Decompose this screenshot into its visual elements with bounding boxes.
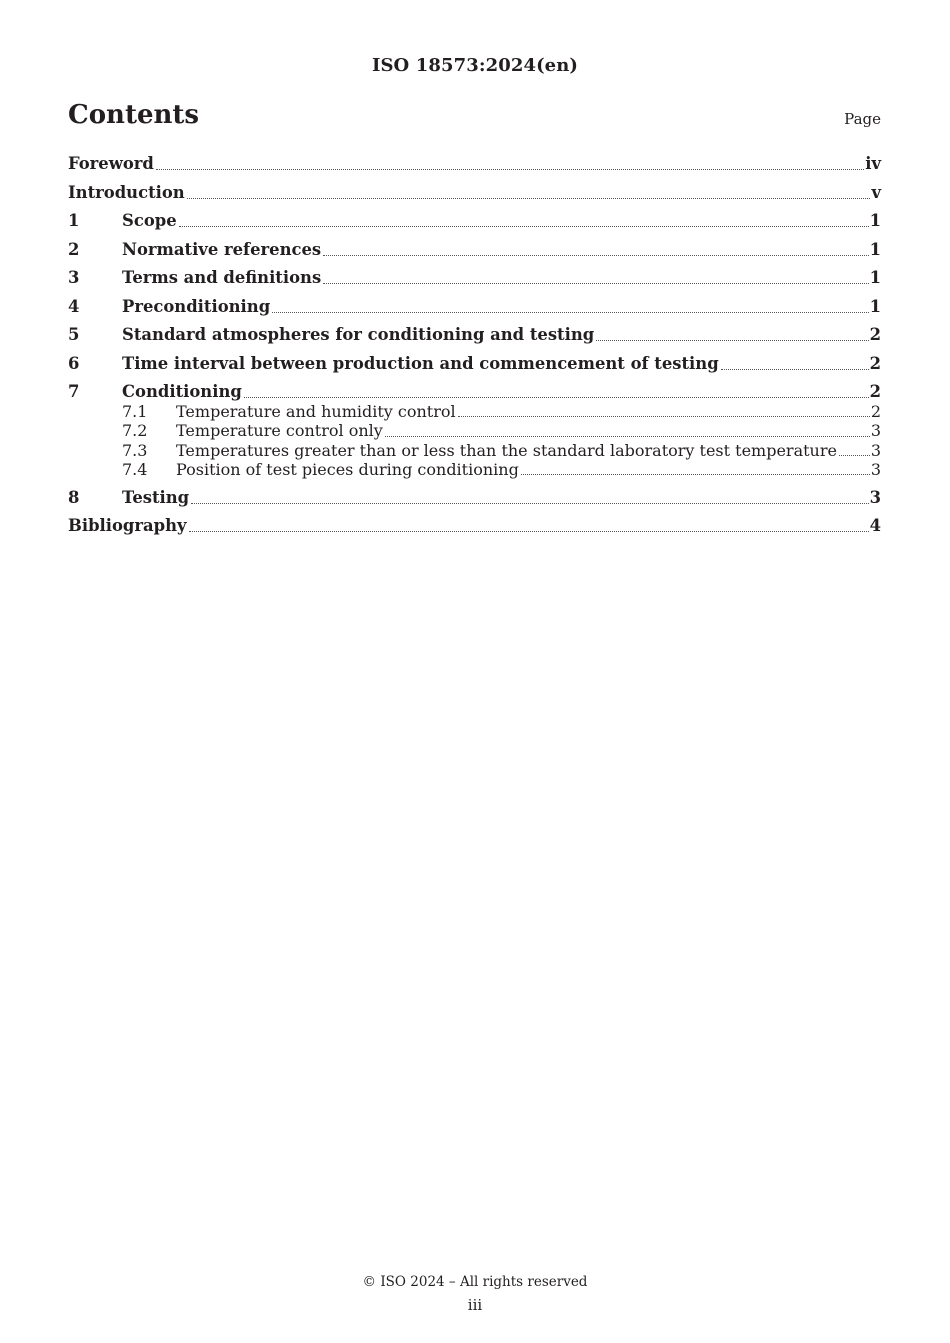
toc-entry-page[interactable]: 3 [870, 421, 881, 441]
toc-entry-page[interactable]: 2 [870, 402, 881, 421]
dot-leader [272, 312, 868, 313]
dot-leader [189, 531, 869, 532]
table-of-contents [68, 150, 881, 536]
toc-entry[interactable] [68, 211, 881, 231]
toc-entry-title[interactable]: Foreword [68, 154, 154, 173]
toc-entry-number: 7.3 [122, 440, 148, 460]
toc-entry-number: 5 [68, 325, 80, 344]
toc-entry-page[interactable]: 2 [869, 325, 881, 344]
page-column-label: Page [844, 110, 881, 128]
dot-leader [323, 255, 868, 256]
toc-entry-page[interactable]: 3 [869, 487, 881, 507]
toc-entry-page[interactable]: 3 [870, 440, 881, 460]
toc-entry-number: 4 [68, 296, 80, 316]
toc-entry[interactable] [68, 154, 881, 174]
toc-entry-page[interactable]: 1 [869, 211, 881, 230]
toc-subentry[interactable] [68, 421, 881, 440]
dot-leader [521, 474, 870, 475]
toc-subentry[interactable] [68, 460, 881, 479]
toc-entry-title[interactable]: Scope [122, 211, 177, 230]
toc-entry-page[interactable]: v [871, 182, 881, 202]
toc-entry-page[interactable]: iv [865, 154, 881, 173]
toc-entry-title[interactable]: Normative references [122, 239, 322, 259]
toc-entry[interactable] [68, 325, 881, 345]
toc-entry[interactable] [68, 268, 881, 288]
dot-leader [596, 340, 868, 341]
toc-entry-number: 7 [68, 382, 80, 401]
toc-subentry[interactable] [68, 402, 881, 421]
document-id: ISO 18573:2024(en) [371, 55, 579, 76]
toc-entry[interactable] [68, 488, 881, 508]
toc-entry-title[interactable]: Temperature and humidity control [176, 402, 456, 421]
dot-leader [244, 397, 869, 398]
toc-entry-number: 8 [68, 487, 80, 507]
dot-leader [721, 369, 869, 370]
toc-entry-number: 7.2 [122, 421, 148, 441]
toc-entry-title[interactable]: Preconditioning [122, 296, 271, 316]
toc-entry-page[interactable]: 1 [869, 296, 881, 316]
dot-leader [458, 416, 870, 417]
contents-heading: Contents [68, 100, 200, 130]
toc-entry[interactable] [68, 240, 881, 260]
toc-entry-number: 6 [68, 353, 80, 373]
toc-entry-title[interactable]: Standard atmospheres for conditioning and testing [122, 325, 595, 344]
dot-leader [839, 455, 870, 456]
toc-entry-title[interactable]: Time interval between production and commencement of testing [122, 353, 719, 373]
dot-leader [187, 198, 871, 199]
toc-entry-page[interactable]: 4 [869, 516, 881, 536]
dot-leader [191, 503, 868, 504]
toc-entry-page[interactable]: 3 [870, 459, 881, 479]
footer-page-number: iii [467, 1296, 483, 1314]
toc-entry-title[interactable]: Position of test pieces during conditioning [176, 459, 519, 479]
toc-entry-title[interactable]: Temperatures greater than or less than the standard laboratory test temperature [176, 440, 837, 460]
toc-entry-number: 1 [68, 211, 80, 230]
toc-entry-number: 2 [68, 239, 80, 259]
toc-entry-page[interactable]: 1 [869, 239, 881, 259]
dot-leader [179, 226, 869, 227]
footer-copyright: © ISO 2024 – All rights reserved [362, 1274, 588, 1290]
toc-entry[interactable] [68, 516, 881, 536]
toc-entry-title[interactable]: Bibliography [68, 516, 187, 536]
toc-entry-title[interactable]: Testing [122, 487, 190, 507]
dot-leader [156, 169, 864, 170]
toc-entry-number: 7.1 [122, 402, 148, 421]
toc-entry-number: 3 [68, 268, 80, 287]
toc-entry-page[interactable]: 2 [869, 382, 881, 401]
toc-entry-title[interactable]: Temperature control only [176, 421, 383, 441]
toc-entry-page[interactable]: 1 [869, 268, 881, 287]
toc-entry-page[interactable]: 2 [869, 353, 881, 373]
toc-entry[interactable] [68, 183, 881, 203]
toc-entry[interactable] [68, 354, 881, 374]
dot-leader [323, 283, 868, 284]
toc-entry-title[interactable]: Conditioning [122, 382, 242, 401]
toc-entry-number: 7.4 [122, 459, 148, 479]
dot-leader [385, 436, 870, 437]
toc-entry[interactable] [68, 382, 881, 402]
toc-entry[interactable] [68, 297, 881, 317]
toc-entry-title[interactable]: Terms and definitions [122, 268, 322, 287]
toc-subentry[interactable] [68, 441, 881, 460]
toc-entry-title[interactable]: Introduction [68, 182, 185, 202]
